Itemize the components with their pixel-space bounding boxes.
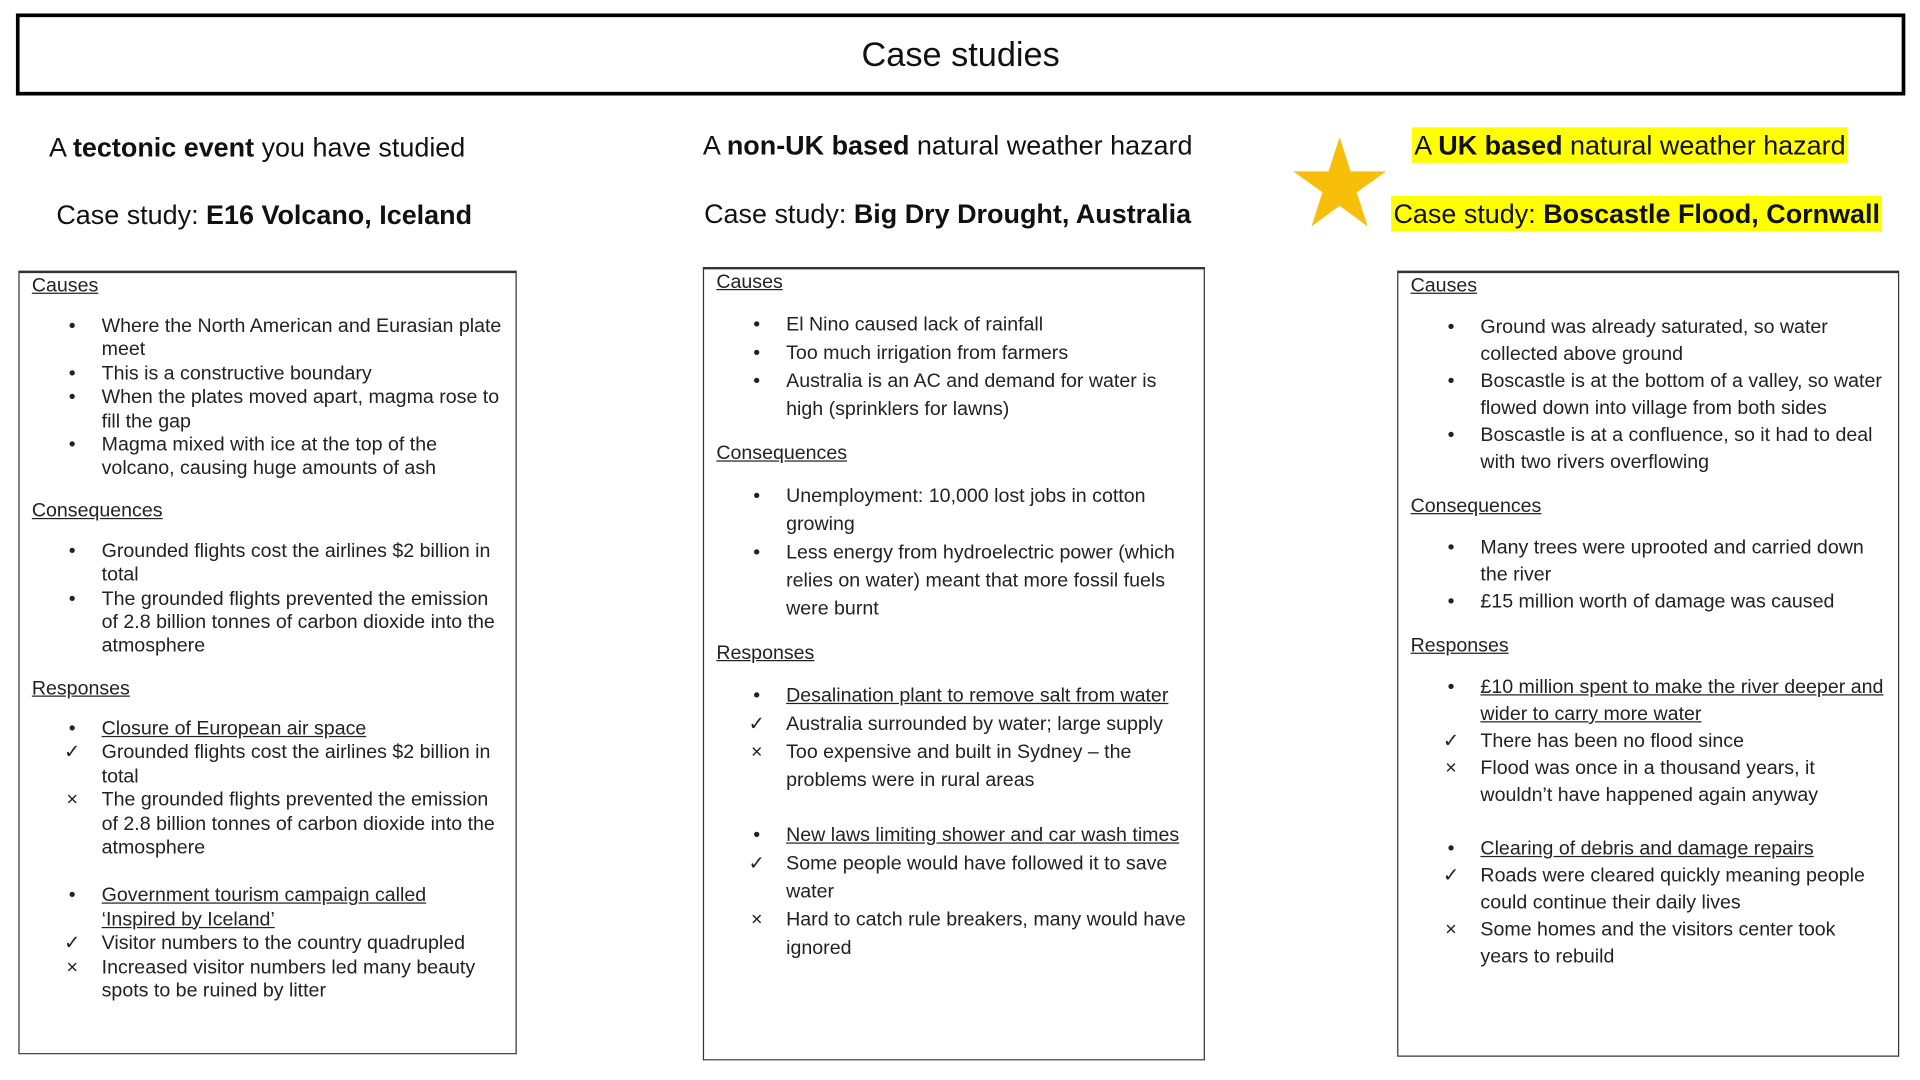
list-item-text: Hard to catch rule breakers, many would have ignored: [786, 909, 1186, 959]
section-heading-consequences: Consequences: [1410, 495, 1542, 517]
list-item: [716, 822, 1191, 850]
list-item: [716, 339, 1191, 367]
bullet-list: [1411, 535, 1886, 616]
list-item: [1411, 756, 1886, 810]
list-item-text: Increased visitor numbers led many beauty spots to be ruined by litter: [101, 956, 476, 1002]
list-item-text: Some homes and the visitors center took years to rebuild: [1480, 919, 1836, 968]
bullet-icon: •: [68, 434, 76, 456]
list-item-text: Magma mixed with ice at the top of the volcano, causing huge amounts of ash: [101, 434, 438, 480]
list-item-text: Government tourism campaign called ‘Inspired by Iceland’: [101, 885, 427, 931]
list-item-text: Australia surrounded by water; large supply: [786, 713, 1163, 735]
column-3-heading: A UK based natural weather hazard: [1412, 130, 1848, 162]
list-item-text: When the plates moved apart, magma rose to fill the gap: [101, 387, 500, 432]
bullet-icon: •: [753, 825, 761, 847]
cross-icon: ×: [1445, 757, 1457, 779]
list-item-text: £15 million worth of damage was caused: [1480, 591, 1835, 613]
list-item-text: Flood was once in a thousand years, it wouldn’t have happened again anyway: [1480, 757, 1819, 806]
bullet-icon: •: [68, 387, 76, 409]
column-3-case-study: Case study: Boscastle Flood, Cornwall: [1391, 198, 1882, 230]
list-item: [32, 717, 503, 741]
cross-icon: ×: [66, 789, 78, 811]
cross-icon: ×: [66, 956, 78, 978]
section-heading-responses: Responses: [716, 642, 815, 664]
column-2-case-study: Case study: Big Dry Drought, Australia: [704, 198, 1192, 229]
check-icon: ✓: [64, 933, 81, 955]
check-icon: ✓: [748, 853, 765, 875]
check-icon: ✓: [1442, 731, 1460, 752]
list-item: [32, 362, 503, 386]
list-item: [1411, 535, 1886, 589]
bullet-icon: •: [753, 342, 761, 364]
column-2-box: [703, 267, 1205, 1060]
bullet-list: [32, 717, 503, 1003]
list-item-text: Too expensive and built in Sydney – the problems were in rural areas: [786, 742, 1132, 792]
cross-icon: ×: [1445, 919, 1457, 941]
list-item-text: The grounded flights prevented the emission of 2.8 billion tonnes of carbon dioxide into the atmosphere: [101, 789, 495, 859]
list-item-text: £10 million spent to make the river deeper and wider to carry more water: [1480, 677, 1884, 725]
bullet-icon: •: [68, 541, 76, 562]
bullet-icon: •: [753, 542, 761, 564]
bullet-icon: •: [753, 371, 761, 392]
list-item-text: Clearing of debris and damage repairs: [1480, 838, 1814, 860]
list-item: [716, 682, 1191, 710]
bullet-icon: •: [68, 315, 76, 337]
list-item-text: Roads were cleared quickly meaning people could continue their daily lives: [1480, 865, 1865, 914]
check-icon: ✓: [748, 713, 765, 735]
bullet-icon: •: [753, 685, 761, 707]
list-item-text: Many trees were uprooted and carried down the river: [1480, 537, 1864, 586]
list-item-text: Grounded flights cost the airlines $2 billion in total: [101, 541, 491, 586]
list-item: [32, 386, 503, 434]
bullet-icon: •: [753, 314, 761, 336]
list-item: [1411, 315, 1886, 369]
list-item: [716, 738, 1191, 794]
bullet-list: [32, 315, 503, 481]
list-item: [32, 741, 503, 789]
list-item-text: Too much irrigation from farmers: [786, 342, 1069, 364]
list-item: [716, 482, 1191, 538]
bullet-icon: •: [1447, 537, 1455, 559]
bullet-list: [716, 311, 1191, 424]
bullet-icon: •: [1447, 591, 1455, 613]
list-item: [1411, 369, 1886, 423]
list-item-text: El Nino caused lack of rainfall: [786, 314, 1044, 336]
bullet-list: [716, 482, 1191, 623]
column-1-case-study: Case study: E16 Volcano, Iceland: [56, 199, 473, 231]
section-heading-responses: Responses: [1410, 635, 1509, 657]
section-heading-causes: Causes: [1410, 275, 1478, 297]
list-item-text: Less energy from hydroelectric power (which relies on water) meant that more fossil fuels were burnt: [786, 542, 1175, 620]
column-1-heading: A tectonic event you have studied: [48, 132, 466, 163]
list-item: [716, 311, 1191, 339]
bullet-list: [716, 682, 1191, 962]
list-item: [1411, 422, 1886, 476]
check-icon: ✓: [64, 742, 81, 764]
list-item: [32, 540, 503, 588]
section-heading-consequences: Consequences: [716, 443, 848, 465]
list-item: [716, 906, 1191, 962]
list-item: [716, 710, 1191, 738]
list-item: [32, 587, 503, 658]
cross-icon: ×: [751, 742, 763, 763]
bullet-list: [1411, 315, 1886, 477]
section-heading-responses: Responses: [31, 678, 130, 700]
section-heading-causes: Causes: [716, 271, 783, 293]
list-item-text: Boscastle is at a confluence, so it had to deal with two rivers overflowing: [1480, 424, 1873, 473]
section-heading-consequences: Consequences: [31, 500, 163, 522]
list-item-text: Ground was already saturated, so water collected above ground: [1480, 317, 1828, 365]
list-item: [1411, 589, 1886, 616]
check-icon: ✓: [1442, 865, 1460, 887]
list-item-text: Grounded flights cost the airlines $2 billion in total: [101, 742, 491, 787]
bullet-icon: •: [68, 363, 76, 385]
list-item-text: New laws limiting shower and car wash times: [786, 825, 1180, 847]
list-item: [1411, 917, 1886, 971]
list-item-text: Where the North American and Eurasian plate meet: [101, 315, 502, 361]
list-item-text: Australia is an AC and demand for water is high (sprinklers for lawns): [786, 371, 1157, 421]
list-item: [1411, 729, 1886, 756]
bullet-icon: •: [1447, 677, 1455, 698]
list-item: [716, 850, 1191, 906]
list-item-text: There has been no flood since: [1480, 731, 1745, 752]
list-item: [716, 539, 1191, 623]
list-item-text: The grounded flights prevented the emission of 2.8 billion tonnes of carbon dioxide into the atmosphere: [101, 588, 495, 657]
list-item-text: Unemployment: 10,000 lost jobs in cotton growing: [786, 486, 1146, 536]
list-item: [1411, 675, 1886, 729]
list-item: [32, 932, 503, 956]
bullet-icon: •: [68, 885, 76, 907]
column-2-heading: A non-UK based natural weather hazard: [702, 129, 1193, 161]
list-item: [1411, 836, 1886, 863]
list-item: [32, 789, 503, 860]
list-item-text: Visitor numbers to the country quadrupled: [101, 933, 466, 955]
section-heading-causes: Causes: [31, 275, 99, 297]
list-item-text: Desalination plant to remove salt from water: [786, 685, 1169, 707]
list-item-text: Some people would have followed it to save water: [786, 853, 1168, 903]
bullet-icon: •: [68, 588, 76, 610]
bullet-icon: •: [753, 486, 761, 507]
list-item-text: Boscastle is at the bottom of a valley, so water flowed down into village from both sides: [1480, 371, 1882, 419]
column-3-box: [1397, 271, 1899, 1057]
bullet-icon: •: [1447, 838, 1455, 860]
bullet-icon: •: [68, 718, 76, 740]
column-1-box: [18, 271, 516, 1055]
list-item: [32, 434, 503, 482]
list-item: [1411, 863, 1886, 917]
cross-icon: ×: [751, 909, 763, 931]
bullet-icon: •: [1447, 317, 1455, 338]
bullet-icon: •: [1447, 371, 1455, 392]
list-item-text: Closure of European air space: [101, 718, 367, 740]
list-item: [32, 956, 503, 1004]
list-item: [32, 315, 503, 363]
list-item: [716, 367, 1191, 423]
list-item-text: This is a constructive boundary: [101, 363, 372, 385]
bullet-list: [32, 540, 503, 659]
list-item: [32, 884, 503, 932]
bullet-list: [1411, 675, 1886, 971]
star-icon: [1291, 137, 1389, 228]
bullet-icon: •: [1447, 424, 1455, 446]
page-title: Case studies: [16, 13, 1905, 95]
